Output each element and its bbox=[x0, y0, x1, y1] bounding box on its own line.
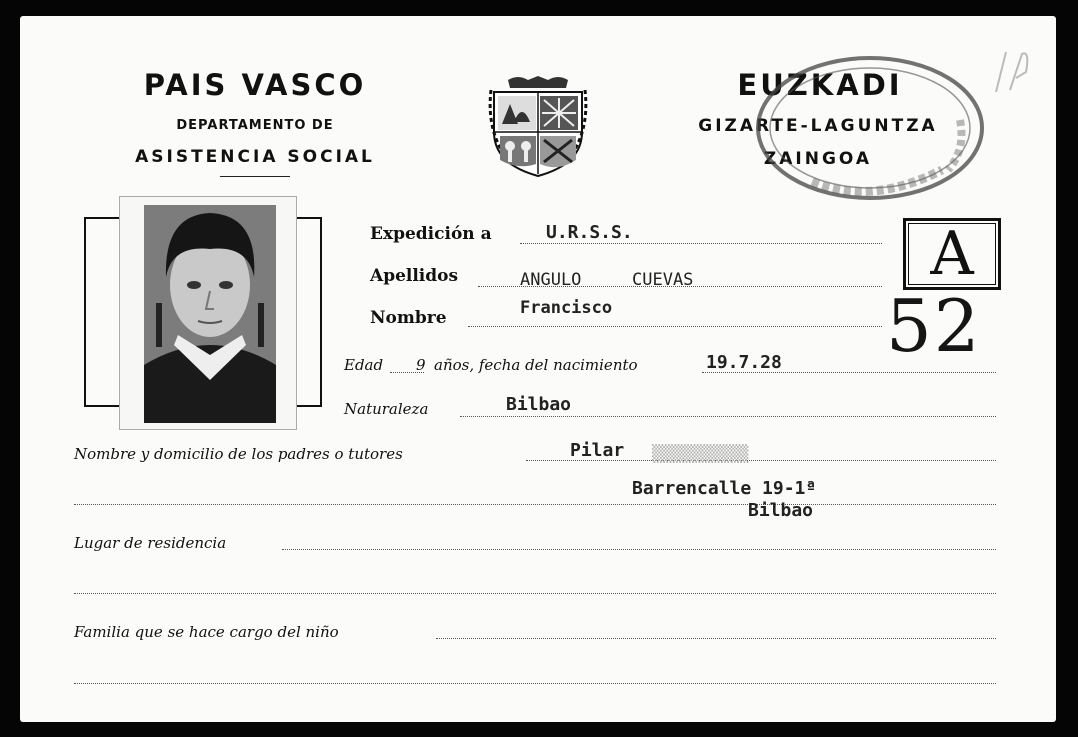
right-title: EUZKADI bbox=[737, 68, 903, 102]
child-portrait-photo bbox=[144, 205, 276, 423]
domicilio-line-1: Barrencalle 19-1ª bbox=[632, 478, 817, 499]
familia-line-2 bbox=[74, 683, 996, 684]
edad-label: Edad bbox=[344, 356, 384, 374]
padres-value: Pilar bbox=[570, 440, 625, 461]
photo-bracket-right bbox=[294, 217, 322, 407]
apellidos-label: Apellidos bbox=[370, 266, 459, 286]
padres-line-2 bbox=[74, 504, 996, 505]
left-subtitle-1: DEPARTAMENTO DE bbox=[176, 118, 334, 133]
left-subtitle-2: ASISTENCIA SOCIAL bbox=[135, 147, 375, 167]
apellidos-value-1: ANGULO bbox=[520, 270, 582, 290]
nombre-value: Francisco bbox=[520, 298, 613, 318]
fecha-value: 19.7.28 bbox=[706, 352, 782, 373]
right-subtitle-1: GIZARTE-LAGUNTZA bbox=[698, 116, 938, 136]
right-subtitle-2: ZAINGOA bbox=[763, 149, 873, 169]
header-divider bbox=[220, 176, 290, 177]
padres-label: Nombre y domicilio de los padres o tutores bbox=[74, 445, 403, 463]
edad-suffix: años, fecha del nacimiento bbox=[434, 356, 638, 374]
left-title: PAIS VASCO bbox=[143, 68, 367, 102]
residencia-label: Lugar de residencia bbox=[74, 534, 227, 552]
photo-frame bbox=[119, 196, 297, 430]
obscured-text: ▒▒▒▒▒▒▒▒▒▒ bbox=[652, 444, 749, 463]
evacuation-card bbox=[20, 16, 1056, 722]
pencil-mark-icon bbox=[986, 42, 1046, 102]
photo-bracket-left bbox=[84, 217, 122, 407]
coat-of-arms-icon bbox=[488, 74, 588, 178]
residencia-line bbox=[282, 549, 996, 550]
expedicion-label: Expedición a bbox=[370, 224, 492, 244]
residencia-line-2 bbox=[74, 593, 996, 594]
familia-label: Familia que se hace cargo del niño bbox=[74, 623, 339, 641]
classification-number: 52 bbox=[886, 284, 982, 368]
domicilio-line-2: Bilbao bbox=[748, 500, 814, 521]
classification-letter: A bbox=[903, 218, 1001, 290]
naturaleza-label: Naturaleza bbox=[344, 400, 429, 418]
expedicion-line bbox=[520, 243, 882, 244]
naturaleza-value: Bilbao bbox=[506, 394, 572, 415]
oval-stamp-icon bbox=[752, 50, 988, 206]
nombre-label: Nombre bbox=[370, 308, 447, 328]
naturaleza-line bbox=[460, 416, 996, 417]
edad-value: 9 bbox=[416, 356, 426, 374]
nombre-line bbox=[468, 326, 882, 327]
familia-line bbox=[436, 638, 996, 639]
expedicion-value: U.R.S.S. bbox=[546, 222, 633, 243]
apellidos-value-2: CUEVAS bbox=[632, 270, 694, 290]
